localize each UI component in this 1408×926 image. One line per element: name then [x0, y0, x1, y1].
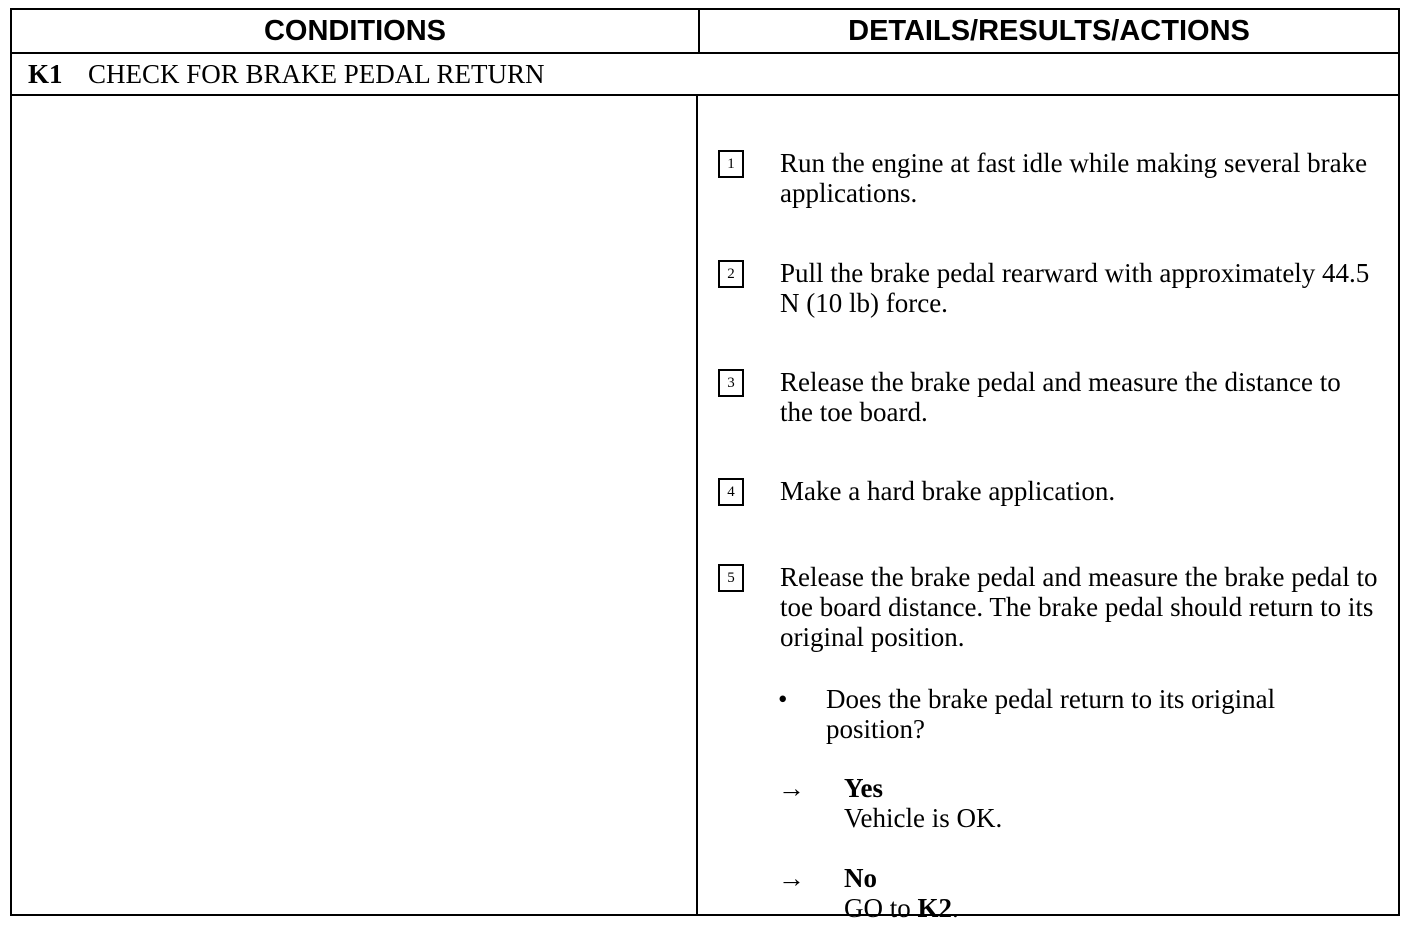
step-number-box: 5	[718, 564, 744, 592]
question-text: Does the brake pedal return to its original position?	[826, 684, 1276, 744]
step-text: Release the brake pedal and measure the distance to the toe board.	[780, 367, 1341, 427]
go-to-prefix: GO to	[844, 893, 918, 923]
section-title-row	[12, 54, 1398, 96]
diagnostic-table	[10, 8, 1400, 923]
step-number-box: 2	[718, 260, 744, 288]
step-5	[718, 562, 1378, 652]
arrow-right-icon: →	[778, 863, 805, 893]
step-3	[718, 367, 1378, 427]
conditions-header: CONDITIONS	[12, 10, 700, 52]
section-code: K1	[28, 58, 63, 89]
details-header: DETAILS/RESULTS/ACTIONS	[848, 14, 1250, 47]
step-number-box: 4	[718, 478, 744, 506]
answer-no	[778, 863, 1378, 923]
arrow-right-icon: →	[778, 773, 805, 803]
step-number-box: 1	[718, 150, 744, 178]
table-header	[12, 10, 1398, 54]
details-cell	[698, 96, 1398, 923]
step-2	[718, 258, 1378, 318]
answer-label: No	[844, 863, 877, 893]
step-text: Pull the brake pedal rearward with approximately 44.5 N (10 lb) force.	[780, 258, 1370, 318]
go-to-suffix: .	[952, 893, 959, 923]
answer-text: Vehicle is OK.	[844, 803, 1003, 833]
answer-text	[844, 893, 1378, 923]
step-text: Make a hard brake application.	[780, 476, 1116, 506]
section-title: CHECK FOR BRAKE PEDAL RETURN	[88, 58, 545, 89]
go-to-target: K2	[917, 893, 953, 923]
bullet-icon: •	[778, 684, 788, 714]
question	[778, 684, 1378, 744]
step-text: Release the brake pedal and measure the brake pedal to toe board distance. The brake pedal should return to its original position.	[780, 562, 1378, 652]
step-text: Run the engine at fast idle while making several brake applications.	[780, 148, 1368, 208]
answer-label: Yes	[844, 773, 883, 803]
step-4	[718, 476, 1378, 506]
step-1	[718, 148, 1378, 208]
step-number-box: 3	[718, 369, 744, 397]
conditions-cell	[12, 96, 698, 914]
answer-yes	[778, 773, 1378, 833]
